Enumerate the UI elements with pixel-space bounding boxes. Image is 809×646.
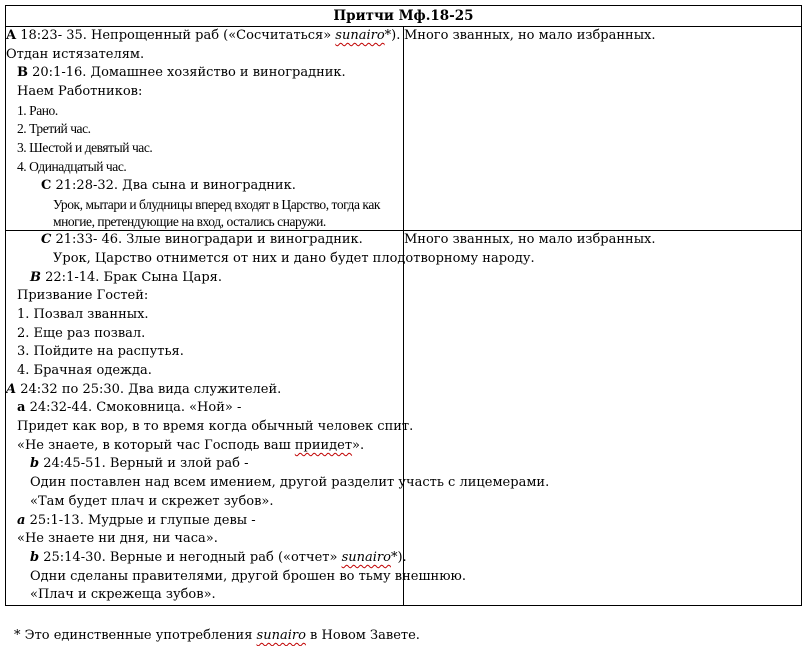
line-tormentors: Отдан истязателям. bbox=[6, 46, 145, 62]
line-no-day: «Не знаете ни дня, ни часа». bbox=[17, 531, 218, 547]
line-weeping-1: «Там будет плач и скрежет зубов». bbox=[30, 493, 274, 509]
marker-c: C bbox=[41, 177, 52, 193]
line-hiring: Наем Работников: bbox=[17, 84, 143, 100]
list-item: 3. Шестой и девятый час. bbox=[17, 140, 153, 156]
list-item: 4. Брачная одежда. bbox=[17, 363, 152, 378]
list-item: 3. Пойдите на распутья. bbox=[17, 344, 184, 360]
line-quote-hour: «Не знаете, в который час Господь ваш приидет». bbox=[17, 437, 365, 453]
list-item: 1. Рано. bbox=[17, 102, 58, 118]
marker-b: B bbox=[17, 65, 28, 81]
line-rulers: Одни сделаны правителями, другой брошен во тьму внешнюю. bbox=[30, 568, 466, 584]
line-a-25-1: a 25:1-13. Мудрые и глупые девы - bbox=[17, 512, 256, 528]
line-b-20-1: B 20:1-16. Домашнее хозяйство и виноградник. bbox=[17, 65, 346, 81]
marker-a: A bbox=[6, 28, 17, 43]
line-a-24-32: A 24:32 по 25:30. Два вида служителей. bbox=[6, 381, 282, 397]
line-a-18-23: A 18:23- 35. Непрощенный раб («Сосчитаться» sunairo*). bbox=[6, 28, 401, 43]
list-item: 1. Позвал званных. bbox=[17, 306, 149, 322]
list-item: 2. Третий час. bbox=[17, 121, 91, 137]
marker-a-small: a bbox=[17, 400, 26, 416]
sunairo-term: sunairo bbox=[256, 628, 306, 643]
line-b-24-45: b 24:45-51. Верный и злой раб - bbox=[30, 456, 249, 472]
section-1-cell bbox=[6, 27, 404, 231]
line-lesson-1: Урок, мытари и блудницы вперед входят в Царство, тогда как многие, претендующие на вход, остались снаружи. bbox=[53, 197, 380, 230]
line-a-24-32-44: a 24:32-44. Смоковница. «Ной» - bbox=[17, 400, 242, 416]
line-lesson-2: Урок, Царство отнимется от них и дано будет плодотворному народу. bbox=[53, 250, 535, 266]
line-calling: Призвание Гостей: bbox=[17, 288, 149, 304]
line-weeping-2: «Плач и скрежеща зубов». bbox=[30, 587, 216, 603]
line-b-22-1: B 22:1-14. Брак Сына Царя. bbox=[30, 269, 222, 285]
table-title: Притчи Мф.18-25 bbox=[6, 6, 802, 27]
side-note-2: Много званных, но мало избранных. bbox=[404, 231, 802, 606]
line-hypocrites: Один поставлен над всем имением, другой разделит участь с лицемерами. bbox=[30, 475, 550, 491]
list-item: 4. Одинадцатый час. bbox=[17, 158, 127, 174]
parables-table bbox=[5, 5, 802, 606]
line-thief: Придет как вор, в то время когда обычный человек спит. bbox=[17, 419, 414, 435]
sunairo-term: sunairo bbox=[335, 28, 385, 43]
line-c-21-28: C 21:28-32. Два сына и виноградник. bbox=[41, 177, 296, 193]
line-c-21-33: C 21:33- 46. Злые виноградари и виноградник. bbox=[41, 232, 363, 248]
priidet-word: приидет bbox=[294, 437, 353, 453]
marker-b-small: b bbox=[30, 549, 40, 565]
marker-c: C bbox=[41, 232, 52, 248]
footnote: * Это единственные употребления sunairo в Новом Завете. bbox=[14, 628, 420, 643]
marker-b: B bbox=[30, 269, 41, 285]
marker-b-small: b bbox=[30, 456, 40, 472]
side-note-1: Много званных, но мало избранных. bbox=[404, 27, 802, 231]
line-b-25-14: b 25:14-30. Верные и негодный раб («отчет» sunairo*). bbox=[30, 549, 407, 565]
sunairo-term: sunairo bbox=[341, 549, 391, 565]
list-item: 2. Еще раз позвал. bbox=[17, 325, 146, 341]
marker-a-small: a bbox=[17, 512, 26, 528]
marker-a: A bbox=[6, 381, 17, 397]
